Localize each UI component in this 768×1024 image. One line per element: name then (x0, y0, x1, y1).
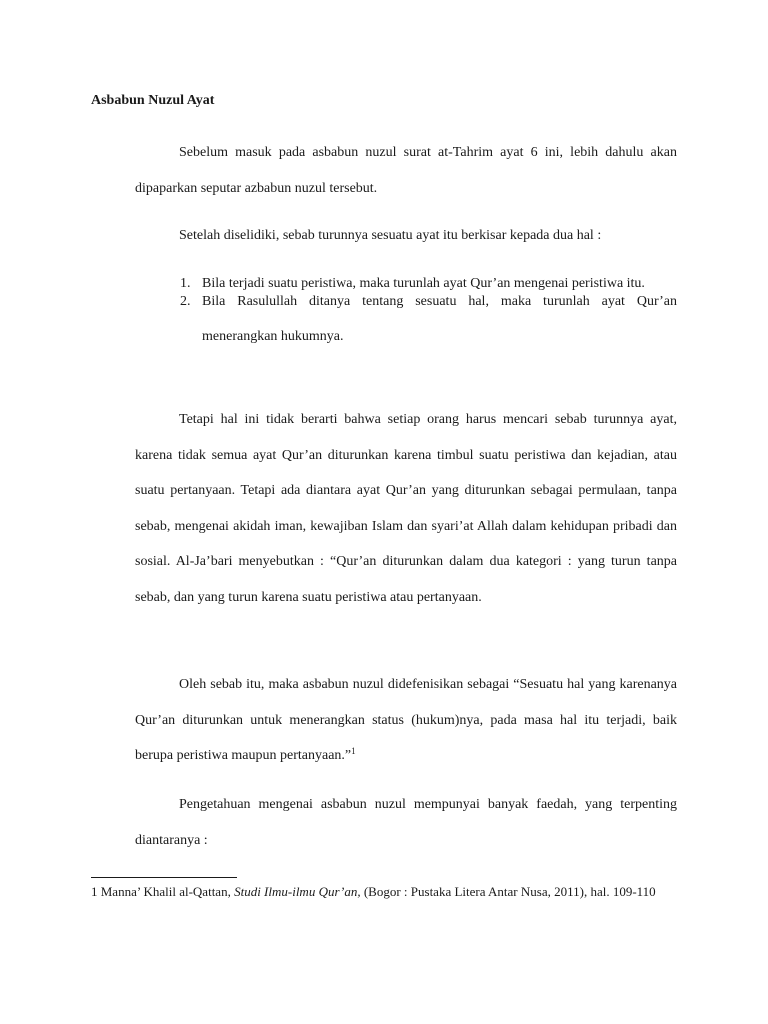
footnote-separator (91, 877, 237, 878)
footnote-reference[interactable]: 1 (351, 746, 356, 756)
footnote-publication: (Bogor : Pustaka Litera Antar Nusa, 2011), hal. 109-110 (360, 884, 656, 899)
footnote-number: 1 (91, 884, 98, 899)
definition-text: Oleh sebab itu, maka asbabun nuzul didefenisikan sebagai “Sesuatu hal yang karenanya Qur’an diturunkan untuk menerangkan status (hukum)nya, pada masa hal itu terjadi, baik berupa peristiwa maupun pertanyaan.” (135, 677, 677, 763)
causes-list (180, 266, 677, 355)
footnote-title: Studi Ilmu-ilmu Qur’an, (234, 884, 361, 899)
list-number: 1. (180, 276, 191, 291)
list-item-text: Bila Rasulullah ditanya tentang sesuatu hal, maka turunlah ayat Qur’an menerangkan hukumnya. (202, 293, 677, 344)
paragraph-intro: Sebelum masuk pada asbabun nuzul surat at-Tahrim ayat 6 ini, lebih dahulu akan dipaparkan seputar azbabun nuzul tersebut. (135, 145, 677, 196)
footnote-author: Manna’ Khalil al-Qattan, (100, 884, 235, 899)
paragraph-explanation: Tetapi hal ini tidak berarti bahwa setiap orang harus mencari sebab turunnya ayat, karena tidak semua ayat Qur’an diturunkan karena timbul suatu peristiwa dan kejadian, atau suatu pertanyaan. Tetapi ada diantara ayat Qur’an yang diturunkan sebagai permulaan, tanpa sebab, mengenai akidah iman, kewajiban Islam dan syari’at Allah dalam kehidupan pribadi dan sosial. Al-Ja’bari menyebutkan : “Qur’an diturunkan dalam dua kategori : yang turun tanpa sebab, dan yang turun karena suatu peristiwa atau pertanyaan. (135, 412, 677, 605)
list-item (180, 284, 677, 355)
paragraph-definition (135, 667, 677, 774)
paragraph-benefits: Pengetahuan mengenai asbabun nuzul mempunyai banyak faedah, yang terpenting diantaranya : (135, 797, 677, 848)
paragraph-causes-intro: Setelah diselidiki, sebab turunnya sesuatu ayat itu berkisar kepada dua hal : (179, 228, 602, 243)
footnote (91, 882, 677, 901)
section-heading: Asbabun Nuzul Ayat (91, 93, 215, 108)
list-number: 2. (180, 293, 191, 309)
list-item-text: Bila terjadi suatu peristiwa, maka turunlah ayat Qur’an mengenai peristiwa itu. (202, 276, 645, 291)
